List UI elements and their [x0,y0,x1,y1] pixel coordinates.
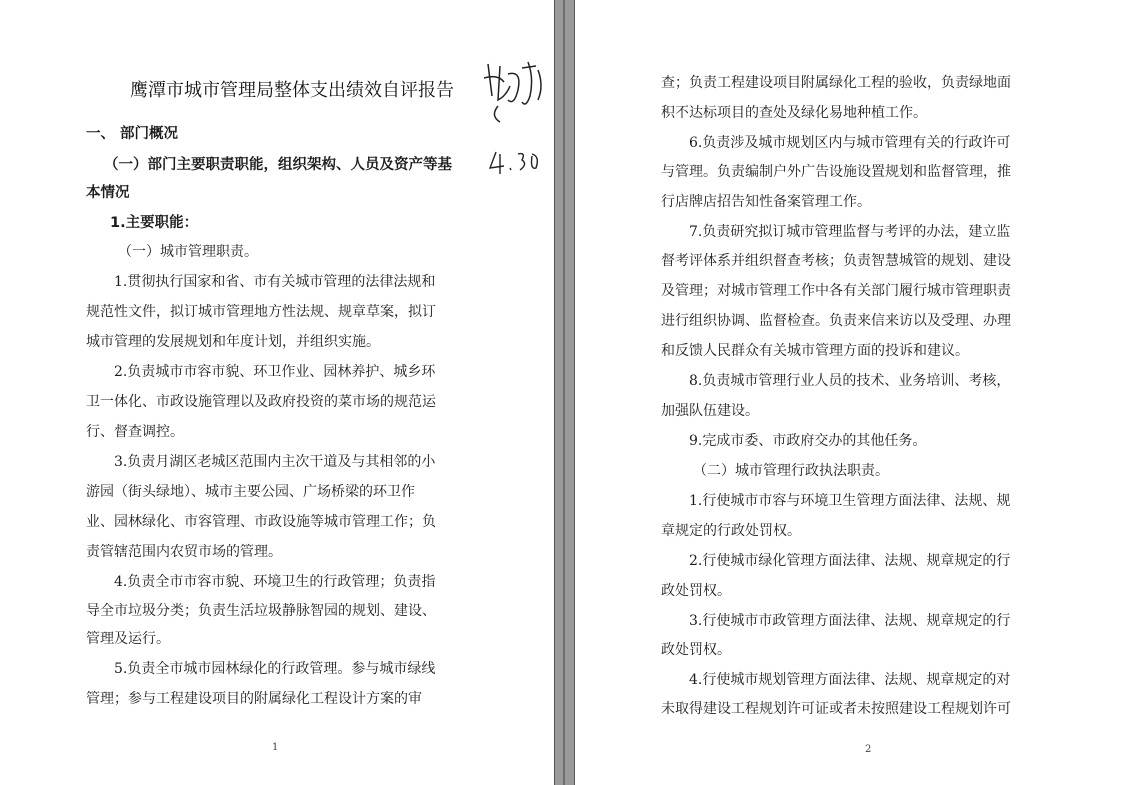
sub-heading-city-management: （一）城市管理职责。 [118,244,258,260]
text-line: （二）城市管理行政执法职责。 [693,463,889,479]
text-line: 游园（街头绿地）、城市主要公园、广场桥梁的环卫作 [86,484,415,500]
text-line: 责管辖范围内农贸市场的管理。 [86,544,282,560]
text-line: 2.行使城市绿化管理方面法律、法规、规章规定的行 [689,553,1011,569]
text-line: 章规定的行政处罚权。 [661,523,801,539]
text-line: 与管理。负责编制户外广告设施设置规划和监督管理，推 [661,164,1011,180]
text-line: 管理；参与工程建设项目的附属绿化工程设计方案的审 [86,691,422,707]
handwritten-signature [478,56,548,176]
page-divider [563,0,565,785]
text-line: 4.行使城市规划管理方面法律、法规、规章规定的对 [689,672,1011,688]
subsection-heading: （一）部门主要职责职能，组织架构、人员及资产等基 [104,157,452,173]
text-line: 政处罚权。 [661,583,731,599]
text-line: 1.贯彻执行国家和省、市有关城市管理的法律法规和 [114,274,436,290]
text-line: 政处罚权。 [661,642,731,658]
text-line: 业、园林绿化、市容管理、市政设施等城市管理工作；负 [86,514,436,530]
text-line: 积不达标项目的查处及绿化易地种植工作。 [661,105,927,121]
text-line: 2.负责城市市容市貌、环卫作业、园林养护、城乡环 [114,364,436,380]
text-line: 及管理；对城市管理工作中各有关部门履行城市管理职责 [661,283,1011,299]
text-line: 5.负责全市城市园林绿化的行政管理。参与城市绿线 [114,661,436,677]
text-line: 6.负责涉及城市规划区内与城市管理有关的行政许可 [689,135,1011,151]
text-line: 3.行使城市市政管理方面法律、法规、规章规定的行 [689,613,1011,629]
page-1 [0,0,555,785]
text-line: 查；负责工程建设项目附属绿化工程的验收，负责绿地面 [661,75,1011,91]
handwritten-date: 4.30 [478,56,481,57]
text-line: 8.负责城市管理行业人员的技术、业务培训、考核， [689,373,1011,389]
text-line: 加强队伍建设。 [661,403,759,419]
subsection-heading-cont: 本情况 [86,185,130,201]
section-heading: 一、 部门概况 [86,126,179,142]
text-line: 规范性文件，拟订城市管理地方性法规、规章草案，拟订 [86,304,436,320]
text-line: 督考评体系并组织督查考核；负责智慧城管的规划、建设 [661,253,1011,269]
text-line: 9.完成市委、市政府交办的其他任务。 [689,433,927,449]
page-number: 2 [865,744,872,755]
text-line: 导全市垃圾分类；负责生活垃圾静脉智园的规划、建设、 [86,603,436,619]
text-line: 4.负责全市市容市貌、环境卫生的行政管理；负责指 [114,574,436,590]
text-line: 卫一体化、市政设施管理以及政府投资的菜市场的规范运 [86,394,436,410]
page-2 [574,0,1130,785]
text-line: 城市管理的发展规划和年度计划，并组织实施。 [86,334,380,350]
text-line: 3.负责月湖区老城区范围内主次干道及与其相邻的小 [114,454,436,470]
text-line: 进行组织协调、监督检查。负责来信来访以及受理、办理 [661,313,1011,329]
page-number: 1 [272,742,279,753]
text-line: 1.行使城市市容与环境卫生管理方面法律、法规、规 [689,493,1011,509]
text-line: 未取得建设工程规划许可证或者未按照建设工程规划许可 [661,701,1011,717]
text-line: 7.负责研究拟订城市管理监督与考评的办法，建立监 [689,224,1011,240]
document-title: 鹰潭市城市管理局整体支出绩效自评报告 [130,80,454,101]
text-line: 管理及运行。 [86,631,170,647]
text-line: 和反馈人民群众有关城市管理方面的投诉和建议。 [661,343,969,359]
text-line: 行、督查调控。 [86,424,184,440]
text-line: 行店牌店招告知性备案管理工作。 [661,194,871,210]
item-main-functions: 1.主要职能： [110,215,199,231]
